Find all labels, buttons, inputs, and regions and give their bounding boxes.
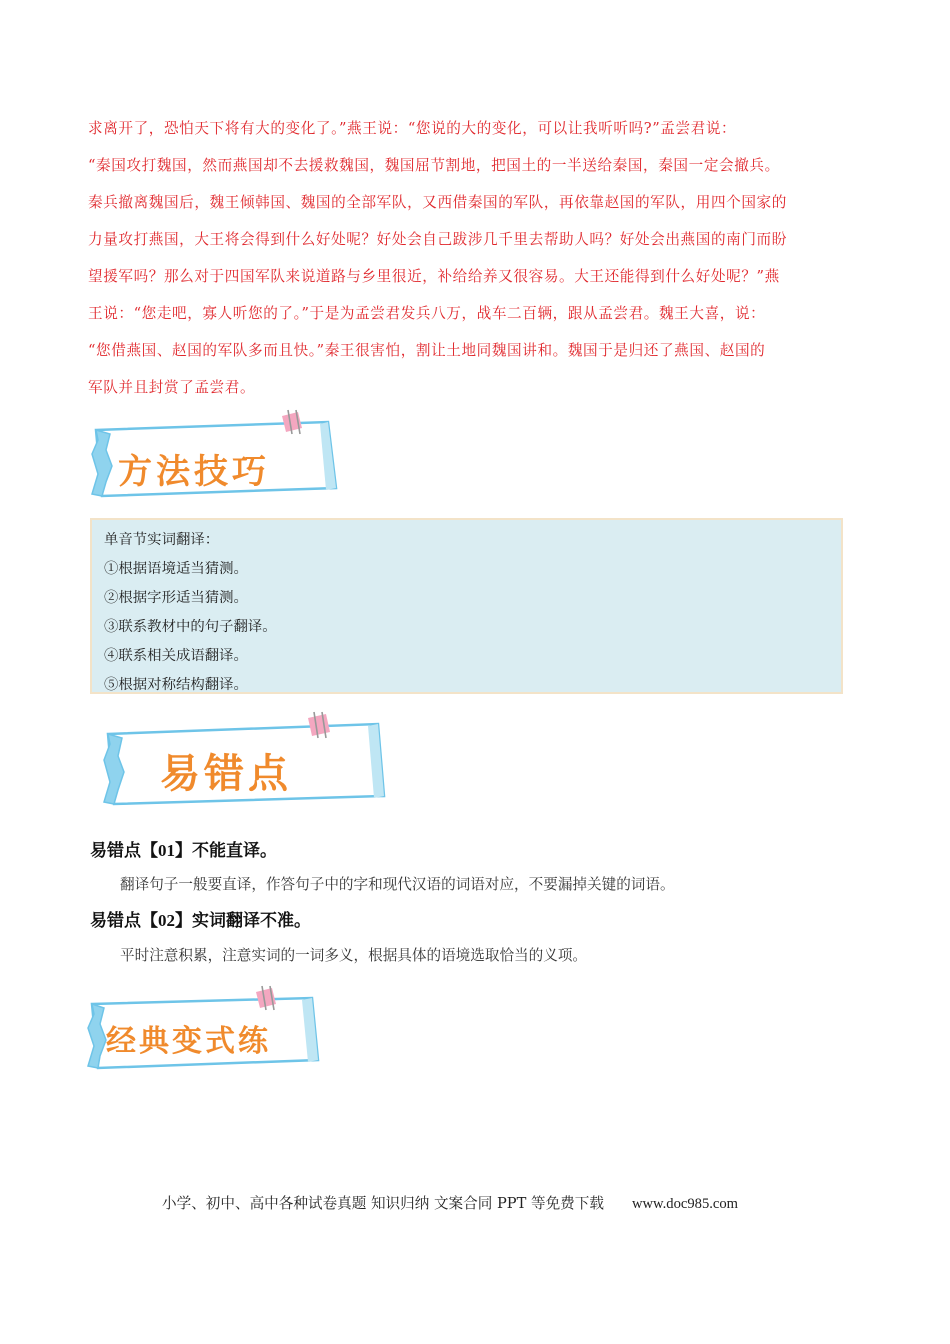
methods-item: ②根据字形适当猜测。: [104, 590, 248, 606]
methods-banner: [88, 410, 338, 500]
translation-line: “您借燕国、赵国的军队多而且快。”秦王很害怕，割让土地同魏国讲和。魏国于是归还了燕国、赵国的: [88, 342, 766, 359]
methods-item: ③联系教材中的句子翻译。: [104, 619, 277, 635]
error-point-body: 平时注意积累，注意实词的一词多义，根据具体的语境选取恰当的义项。: [120, 947, 588, 964]
error-point-title: 易错点【02】实词翻译不准。: [90, 911, 311, 930]
footer-text: 小学、初中、高中各种试卷真题 知识归纳 文案合同 PPT 等免费下载: [162, 1195, 604, 1212]
footer-url[interactable]: www.doc985.com: [631, 1196, 739, 1212]
translation-paragraph: [88, 110, 860, 406]
practice-banner: [84, 988, 324, 1072]
translation-line: 王说：“您走吧，寡人听您的了。”于是为孟尝君发兵八万，战车二百辆，跟从孟尝君。魏王大喜，说：: [88, 305, 766, 322]
methods-item: ①根据语境适当猜测。: [104, 561, 248, 577]
banner-title: 易错点: [160, 751, 292, 797]
methods-item: ④联系相关成语翻译。: [104, 648, 248, 664]
translation-line: “秦国攻打魏国，然而燕国却不去援救魏国，魏国屈节割地，把国土的一半送给秦国，秦国一定会撤兵。: [88, 157, 780, 174]
methods-box: [90, 518, 843, 694]
translation-line: 力量攻打燕国，大王将会得到什么好处呢？好处会自己跋涉几千里去帮助人吗？好处会出燕国的南门而盼: [88, 231, 787, 248]
translation-line: 望援军吗？那么对于四国军队来说道路与乡里很近，补给给养又很容易。大王还能得到什么好处呢？”燕: [88, 268, 780, 285]
errors-banner: [100, 712, 390, 807]
error-point-body: 翻译句子一般要直译，作答句子中的字和现代汉语的词语对应，不要漏掉关键的词语。: [120, 876, 675, 893]
banner-title: 经典变式练: [106, 1024, 271, 1059]
methods-item: ⑤根据对称结构翻译。: [104, 677, 248, 693]
translation-line: 军队并且封赏了孟尝君。: [88, 379, 256, 396]
methods-heading: 单音节实词翻译：: [104, 532, 220, 548]
translation-line: 秦兵撤离魏国后，魏王倾韩国、魏国的全部军队，又西借秦国的军队，再依靠赵国的军队，用四个国家的: [88, 194, 787, 211]
banner-title: 方法技巧: [118, 452, 270, 492]
translation-line: 求离开了，恐怕天下将有大的变化了。”燕王说：“您说的大的变化，可以让我听听吗?”孟尝君说：: [88, 120, 737, 137]
error-point-title: 易错点【01】不能直译。: [90, 841, 277, 860]
page-footer: [162, 1192, 738, 1213]
